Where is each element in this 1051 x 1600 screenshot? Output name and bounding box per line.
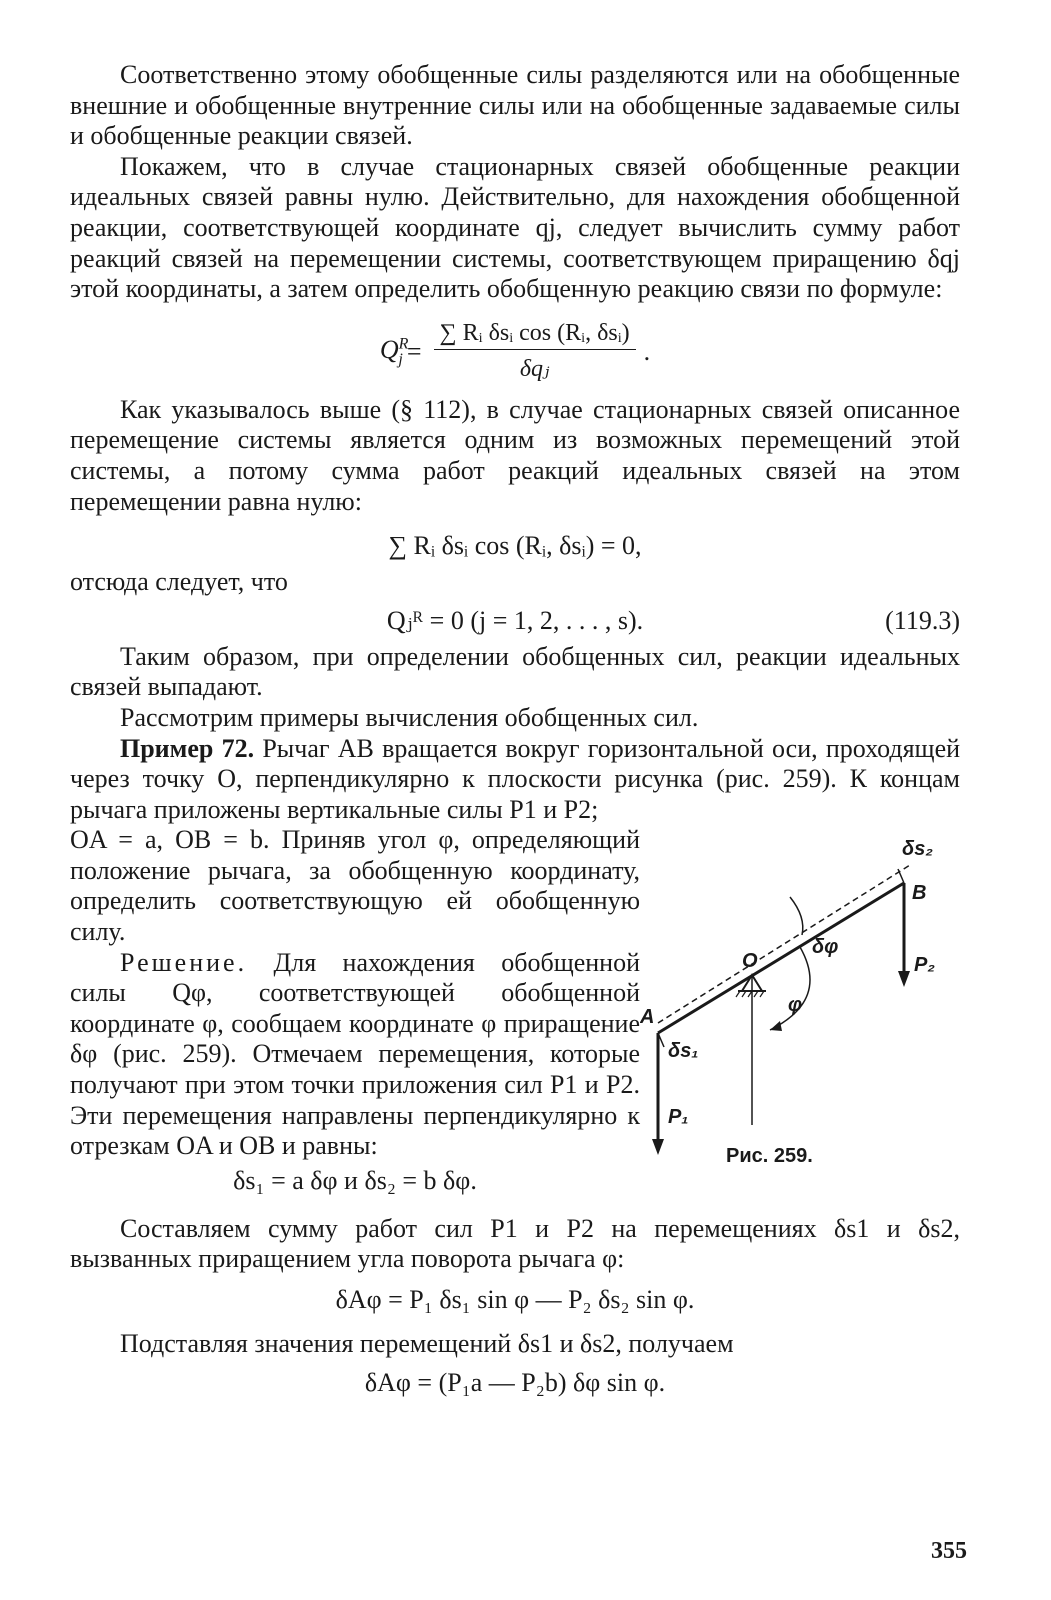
figure-259 [640, 825, 960, 1168]
solution-paragraph [70, 948, 640, 1162]
example-text: Рычаг AB вращается вокруг горизонтальной оси, проходящей через точку O, перпендикулярно к плоскости рисунка (рис. 259). К концам рычага приложены вертикальные силы P1 и P2; [70, 733, 961, 824]
formula-generalized-reaction [70, 309, 960, 395]
label-dphi: δφ [812, 936, 839, 959]
formula-1-lhs [379, 334, 409, 369]
formula-1-equals: = [406, 336, 422, 366]
label-ds2: δs₂ [902, 838, 933, 861]
paragraph-8: Подставляя значения перемещений δs1 и δs2, получаем [120, 1329, 734, 1358]
formula-work-result: δAφ = (P₁a — P₂b) δφ sin φ. [364, 1367, 666, 1397]
example-label: Пример 72. [120, 733, 255, 763]
figure-block [70, 825, 960, 1202]
example-continuation: OA = a, OB = b. Приняв угол φ, определяющий положение рычага, за обобщенную координату, определить соответствующую ей обобщенную силу. [70, 825, 640, 947]
formula-119-3 [70, 606, 960, 636]
force-p1-arrowhead [652, 1139, 664, 1155]
example-72-paragraph [70, 734, 960, 826]
formula-1-denominator: δqⱼ [519, 356, 550, 383]
paragraph-2: Покажем, что в случае стационарных связей обобщенные реакции идеальных связей равны нулю. Действительно, для нахождения обобщенной реакции, соответствующей координате qj, следует вычислить сумму работ реакций связей на перемещении системы, соответствующем приращению δqj этой координаты, а затем определить обобщенную реакцию связи по формуле: [70, 151, 960, 304]
rotated-lever-line [658, 865, 910, 1023]
formula-1-sub: j [398, 350, 403, 368]
formula-work-sum: δAφ = P₁ δs₁ sin φ — P₂ δs₂ sin φ. [335, 1285, 695, 1314]
formula-1-q: Q [379, 334, 399, 364]
equation-number: (119.3) [885, 605, 960, 635]
formula-displacements: δs₁ = a δφ и δs₂ = b δφ. [233, 1165, 477, 1195]
paragraph-4: отсюда следует, что [70, 567, 288, 597]
lever-ab [658, 883, 904, 1033]
label-a: A [640, 1006, 655, 1029]
figure-caption: Рис. 259. [726, 1145, 813, 1168]
paragraph-6: Рассмотрим примеры вычисления обобщенных сил. [120, 702, 699, 732]
formula-1-numerator: ∑ Rᵢ δsᵢ cos (Rᵢ, δsᵢ) [434, 320, 636, 350]
label-phi: φ [788, 994, 803, 1017]
paragraph-1: Соответственно этому обобщенные силы разделяются или на обобщенные внешние и обобщенные внутренние силы или на обобщенные задаваемые силы и обобщенные реакции связей. [70, 60, 960, 151]
formula-1-fraction [434, 320, 636, 383]
label-p2: P₂ [914, 954, 935, 977]
paragraph-3: Как указывалось выше (§ 112), в случае стационарных связей описанное перемещение системы является одним из возможных перемещений этой системы, а потому сумма работ реакций идеальных связей на этом перемещении равна нулю: [70, 394, 960, 516]
dphi-arc [790, 897, 803, 935]
phi-arc-arrowhead [770, 1021, 782, 1031]
label-b: B [912, 882, 927, 905]
formula-1-period: . [643, 336, 651, 366]
paragraph-7: Составляем сумму работ сил P1 и P2 на перемещениях δs1 и δs2, вызванных приращением угла поворота рычага φ: [70, 1213, 960, 1274]
label-p1: P₁ [668, 1106, 689, 1129]
ds2-mark [898, 869, 904, 883]
page-number: 355 [931, 1538, 967, 1564]
formula-119-3-body: Qⱼᴿ = 0 (j = 1, 2, . . . , s). [386, 605, 644, 635]
page-content [70, 60, 960, 1404]
force-p2-arrowhead [898, 971, 910, 987]
formula-1-sup: R [398, 335, 409, 352]
formula-sum-zero: ∑ Rᵢ δsᵢ cos (Rᵢ, δsᵢ) = 0, [388, 531, 642, 561]
paragraph-5: Таким образом, при определении обобщенных сил, реакции идеальных связей выпадают. [70, 641, 960, 702]
lever-diagram [640, 825, 960, 1165]
solution-label: Решение. [120, 947, 248, 977]
solution-text: Для нахождения обобщенной силы Qφ, соответствующей обобщенной координате φ, сообщаем координате φ приращение δφ (рис. 259). Отмечаем перемещения, которые получают при этом точки приложения сил P1 и P2. Эти перемещения направлены перпендикулярно к отрезкам OA и OB и равны: [70, 947, 641, 1161]
label-o: O [742, 950, 758, 973]
label-ds1: δs₁ [668, 1040, 699, 1063]
figure-side-text [70, 825, 640, 1202]
